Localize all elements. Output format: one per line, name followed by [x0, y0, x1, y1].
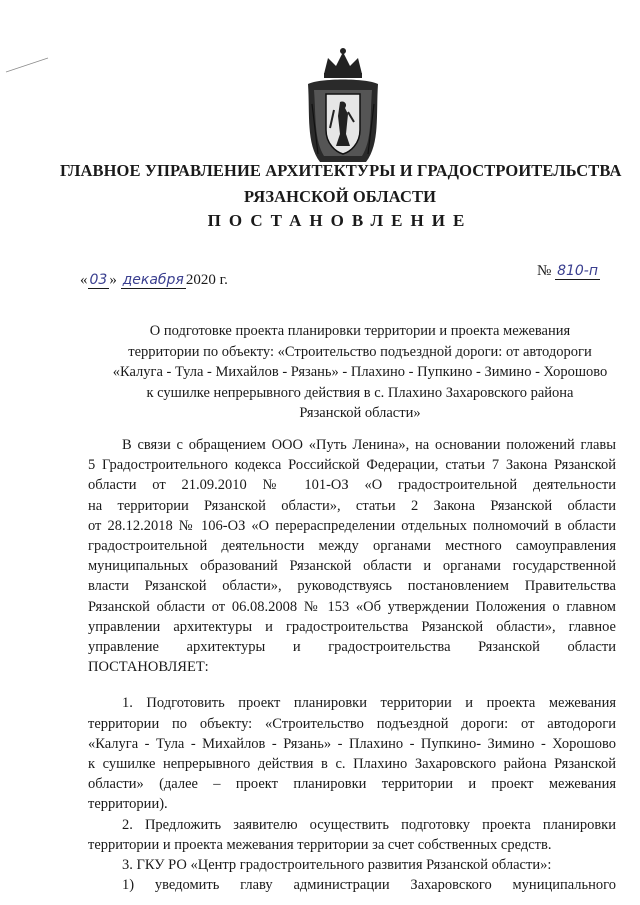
subject-line: «Калуга - Тула - Михайлов - Рязань» - Плахино - Пупкино - Зимино - Хорошово — [112, 364, 608, 380]
coat-of-arms-icon — [300, 44, 386, 170]
preamble-line: 5 Градостроительного кодекса Российской Федерации, статьи 7 Закона Рязанской — [88, 457, 616, 474]
item2-line: территории и проекта межевания территории за счет собственных средств. — [88, 836, 552, 853]
item1-line: территории по объекту: «Строительство подъездной дороги: от автодороги — [88, 715, 616, 732]
number-value: 810-п — [557, 263, 598, 279]
subject-line: О подготовке проекта планировки территории и проекта межевания — [149, 323, 571, 339]
preamble-line: градостроительной деятельности между органами местного самоуправления — [88, 538, 616, 555]
item1-line: к сушилке непрерывного действия в с. Плахино Захаровского района Рязанской — [88, 756, 616, 773]
number-prefix: № — [537, 263, 552, 279]
item3-subitem-line: 1) уведомить главу администрации Захаровского муниципального — [122, 877, 616, 894]
document-subject — [85, 321, 635, 424]
organization-name-line1: ГЛАВНОЕ УПРАВЛЕНИЕ АРХИТЕКТУРЫ И ГРАДОСТРОИТЕЛЬСТВА — [60, 161, 622, 180]
document-number — [537, 263, 600, 280]
preamble-line: от 28.12.2018 № 106-ОЗ «О перераспределении отдельных полномочий в области — [88, 517, 616, 534]
item1-line: территории). — [88, 796, 168, 813]
subject-line: к сушилке непрерывного действия в с. Плахино Захаровского района — [146, 384, 574, 401]
subject-line: Рязанской области» — [299, 405, 421, 421]
item2-line: 2. Предложить заявителю осуществить подготовку проекта планировки — [122, 816, 616, 833]
item1-line: 1. Подготовить проект планировки территории и проекта межевания — [122, 695, 616, 712]
item1-line: области» (далее – проект планировки территории и проект межевания — [88, 776, 616, 793]
scan-artifact-mark — [4, 56, 50, 76]
document-type-title: ПОСТАНОВЛЕНИЕ — [207, 211, 473, 230]
resolution-keyword: ПОСТАНОВЛЯЕТ: — [88, 659, 209, 676]
date-month: декабря — [122, 272, 184, 288]
item3-line: 3. ГКУ РО «Центр градостроительного развития Рязанской области»: — [122, 857, 552, 874]
preamble-line: на территории Рязанской области», статьи 2 Закона Рязанской области — [88, 497, 616, 514]
item1-line: «Калуга - Тула - Михайлов - Рязань» - Плахино - Пупкино- Зимино - Хорошово — [88, 735, 616, 752]
paragraph-gap — [88, 677, 616, 693]
preamble-line: В связи с обращением ООО «Путь Ленина», на основании положений главы — [122, 437, 616, 453]
preamble-line: власти Рязанской области», руководствуясь постановлением Правительства — [88, 578, 616, 595]
preamble-line: области от 21.09.2010 № 101-ОЗ «О градостроительной деятельности — [88, 477, 616, 494]
date-close-quote: » — [109, 272, 117, 288]
preamble-line: управлении архитектуры и градостроительства Рязанской области», главное — [88, 618, 616, 635]
preamble-line: муниципальных образований Рязанской области и органами государственной — [88, 558, 616, 575]
document-body — [88, 435, 616, 895]
date-day: 03 — [89, 272, 108, 288]
organization-name — [60, 158, 620, 210]
preamble-line: Рязанской области от 06.08.2008 № 153 «Об утверждении Положения о главном — [88, 598, 616, 615]
organization-name-line2: РЯЗАНСКОЙ ОБЛАСТИ — [243, 187, 437, 206]
subject-line: территории по объекту: «Строительство подъездной дороги: от автодороги — [128, 343, 592, 360]
document-date — [80, 272, 228, 289]
preamble-line: управление архитектуры и градостроительства Рязанской области — [88, 639, 616, 656]
date-year: 2020 г. — [185, 272, 228, 288]
date-open-quote: « — [80, 272, 88, 288]
